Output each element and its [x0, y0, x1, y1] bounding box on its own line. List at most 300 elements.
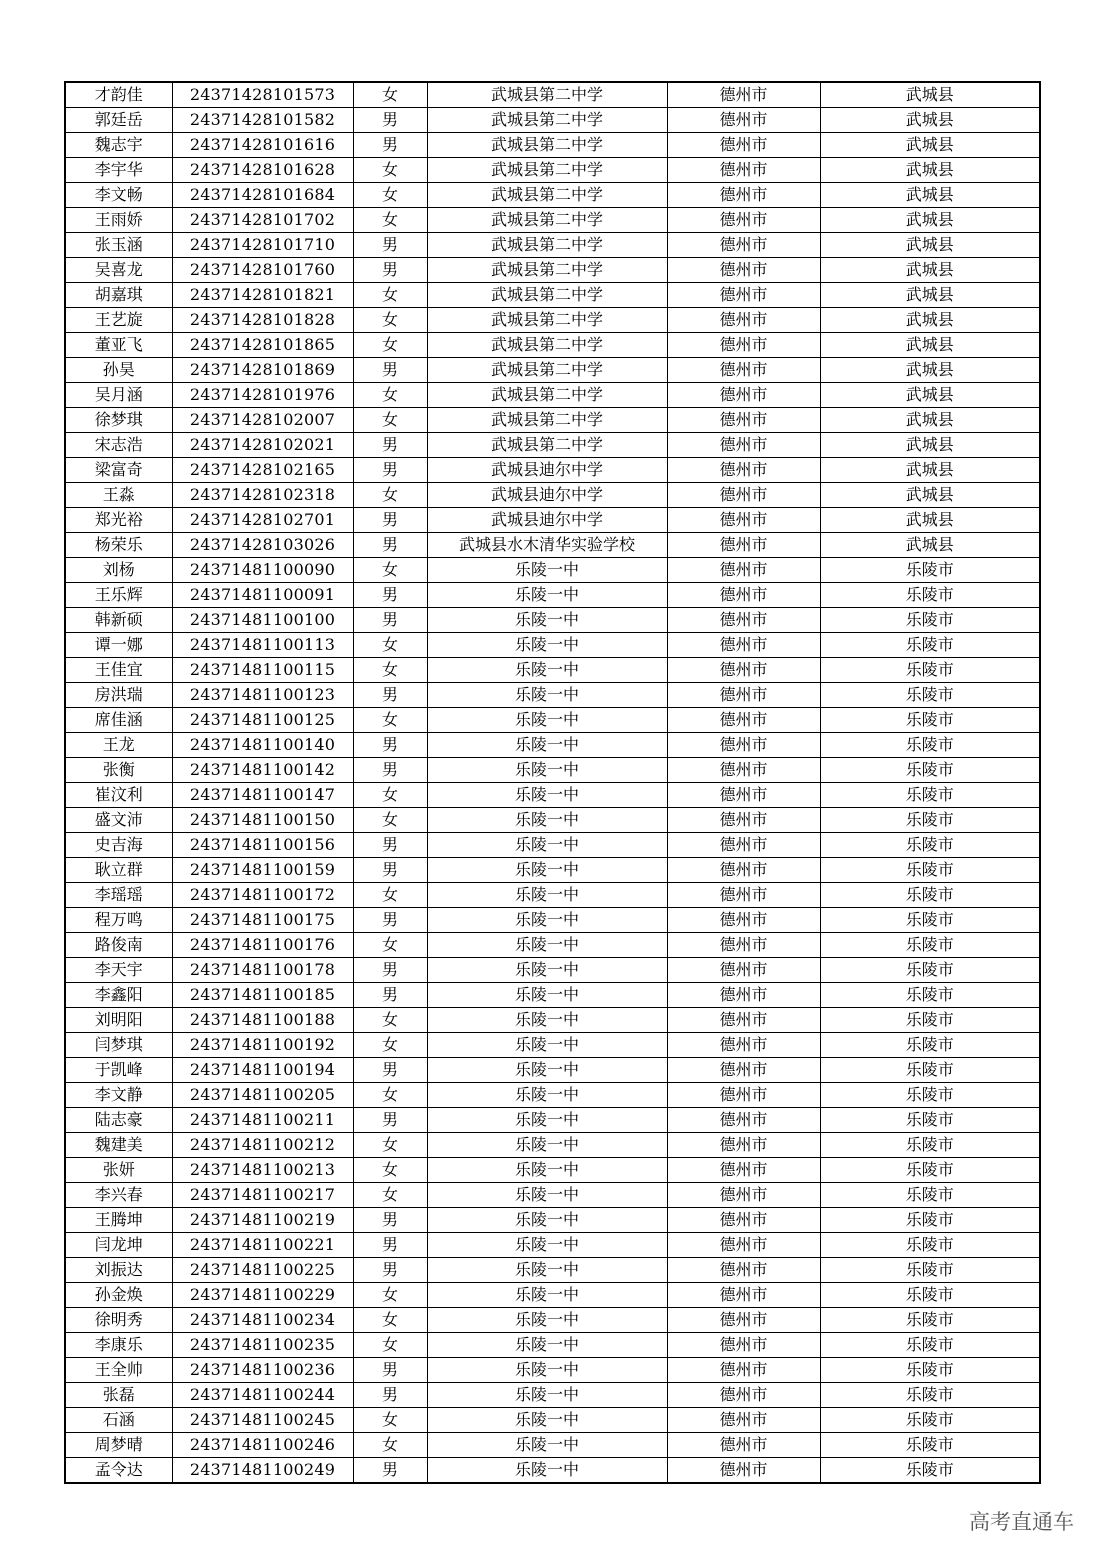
cell-school: 乐陵一中	[427, 1183, 667, 1208]
cell-school: 乐陵一中	[427, 808, 667, 833]
cell-exam-id: 24371481100217	[172, 1183, 353, 1208]
cell-name: 李天宇	[65, 958, 172, 983]
cell-exam-id: 24371428101710	[172, 233, 353, 258]
cell-gender: 女	[353, 408, 427, 433]
cell-city: 德州市	[667, 1333, 820, 1358]
table-row	[65, 508, 1040, 533]
cell-name: 孟令达	[65, 1458, 172, 1484]
cell-exam-id: 24371481100140	[172, 733, 353, 758]
cell-county: 乐陵市	[820, 958, 1040, 983]
cell-exam-id: 24371481100225	[172, 1258, 353, 1283]
cell-gender: 男	[353, 683, 427, 708]
cell-city: 德州市	[667, 983, 820, 1008]
cell-gender: 男	[353, 508, 427, 533]
cell-name: 石涵	[65, 1408, 172, 1433]
cell-school: 武城县第二中学	[427, 82, 667, 108]
cell-exam-id: 24371481100192	[172, 1033, 353, 1058]
table-row	[65, 208, 1040, 233]
roster-body	[65, 82, 1040, 1483]
cell-gender: 女	[353, 283, 427, 308]
cell-name: 耿立群	[65, 858, 172, 883]
cell-county: 武城县	[820, 533, 1040, 558]
cell-county: 武城县	[820, 308, 1040, 333]
cell-city: 德州市	[667, 258, 820, 283]
cell-exam-id: 24371428102701	[172, 508, 353, 533]
cell-gender: 女	[353, 558, 427, 583]
cell-name: 李康乐	[65, 1333, 172, 1358]
cell-city: 德州市	[667, 1383, 820, 1408]
cell-school: 武城县第二中学	[427, 433, 667, 458]
cell-county: 乐陵市	[820, 558, 1040, 583]
table-row	[65, 658, 1040, 683]
cell-school: 乐陵一中	[427, 583, 667, 608]
cell-city: 德州市	[667, 333, 820, 358]
cell-name: 郑光裕	[65, 508, 172, 533]
cell-name: 李文静	[65, 1083, 172, 1108]
cell-exam-id: 24371481100219	[172, 1208, 353, 1233]
cell-name: 张衡	[65, 758, 172, 783]
cell-county: 乐陵市	[820, 1308, 1040, 1333]
cell-gender: 男	[353, 358, 427, 383]
cell-city: 德州市	[667, 108, 820, 133]
cell-exam-id: 24371481100205	[172, 1083, 353, 1108]
table-row	[65, 783, 1040, 808]
cell-exam-id: 24371428101821	[172, 283, 353, 308]
table-row	[65, 908, 1040, 933]
cell-county: 乐陵市	[820, 858, 1040, 883]
table-row	[65, 933, 1040, 958]
cell-county: 乐陵市	[820, 783, 1040, 808]
cell-exam-id: 24371481100125	[172, 708, 353, 733]
cell-school: 乐陵一中	[427, 1058, 667, 1083]
cell-county: 乐陵市	[820, 658, 1040, 683]
table-row	[65, 1008, 1040, 1033]
table-row	[65, 158, 1040, 183]
table-row	[65, 1458, 1040, 1484]
table-row	[65, 308, 1040, 333]
cell-exam-id: 24371481100115	[172, 658, 353, 683]
cell-name: 王雨娇	[65, 208, 172, 233]
cell-city: 德州市	[667, 1208, 820, 1233]
cell-gender: 男	[353, 1358, 427, 1383]
cell-county: 乐陵市	[820, 1433, 1040, 1458]
student-roster-table	[64, 81, 1041, 1484]
table-row	[65, 108, 1040, 133]
cell-exam-id: 24371481100113	[172, 633, 353, 658]
cell-exam-id: 24371481100212	[172, 1133, 353, 1158]
table-row	[65, 608, 1040, 633]
cell-exam-id: 24371481100176	[172, 933, 353, 958]
table-row	[65, 82, 1040, 108]
cell-county: 乐陵市	[820, 583, 1040, 608]
cell-school: 乐陵一中	[427, 1333, 667, 1358]
cell-city: 德州市	[667, 1108, 820, 1133]
cell-name: 张玉涵	[65, 233, 172, 258]
table-row	[65, 133, 1040, 158]
cell-gender: 男	[353, 133, 427, 158]
cell-city: 德州市	[667, 308, 820, 333]
cell-city: 德州市	[667, 158, 820, 183]
cell-exam-id: 24371481100172	[172, 883, 353, 908]
cell-school: 乐陵一中	[427, 1233, 667, 1258]
cell-county: 乐陵市	[820, 1183, 1040, 1208]
cell-school: 武城县第二中学	[427, 183, 667, 208]
cell-name: 宋志浩	[65, 433, 172, 458]
cell-school: 乐陵一中	[427, 1208, 667, 1233]
cell-county: 武城县	[820, 108, 1040, 133]
cell-exam-id: 24371481100236	[172, 1358, 353, 1383]
cell-name: 胡嘉琪	[65, 283, 172, 308]
cell-city: 德州市	[667, 958, 820, 983]
cell-name: 王乐辉	[65, 583, 172, 608]
cell-school: 乐陵一中	[427, 658, 667, 683]
cell-exam-id: 24371481100249	[172, 1458, 353, 1484]
cell-name: 魏建美	[65, 1133, 172, 1158]
cell-name: 闫梦琪	[65, 1033, 172, 1058]
cell-name: 梁富奇	[65, 458, 172, 483]
cell-city: 德州市	[667, 383, 820, 408]
cell-city: 德州市	[667, 1058, 820, 1083]
table-row	[65, 1033, 1040, 1058]
cell-gender: 男	[353, 583, 427, 608]
cell-county: 乐陵市	[820, 1058, 1040, 1083]
cell-city: 德州市	[667, 1408, 820, 1433]
table-row	[65, 1133, 1040, 1158]
cell-name: 孙昊	[65, 358, 172, 383]
cell-county: 乐陵市	[820, 1233, 1040, 1258]
cell-county: 乐陵市	[820, 883, 1040, 908]
cell-city: 德州市	[667, 658, 820, 683]
cell-name: 周梦晴	[65, 1433, 172, 1458]
cell-county: 乐陵市	[820, 758, 1040, 783]
cell-exam-id: 24371481100235	[172, 1333, 353, 1358]
table-row	[65, 283, 1040, 308]
cell-gender: 女	[353, 208, 427, 233]
cell-city: 德州市	[667, 708, 820, 733]
cell-city: 德州市	[667, 1233, 820, 1258]
cell-city: 德州市	[667, 233, 820, 258]
table-row	[65, 833, 1040, 858]
cell-name: 刘明阳	[65, 1008, 172, 1033]
cell-school: 武城县第二中学	[427, 108, 667, 133]
cell-school: 乐陵一中	[427, 758, 667, 783]
cell-city: 德州市	[667, 908, 820, 933]
cell-county: 武城县	[820, 208, 1040, 233]
cell-county: 乐陵市	[820, 1383, 1040, 1408]
cell-name: 李瑶瑶	[65, 883, 172, 908]
cell-county: 乐陵市	[820, 1083, 1040, 1108]
cell-school: 武城县第二中学	[427, 333, 667, 358]
cell-gender: 男	[353, 958, 427, 983]
cell-exam-id: 24371428102021	[172, 433, 353, 458]
cell-city: 德州市	[667, 1308, 820, 1333]
table-row	[65, 1258, 1040, 1283]
cell-city: 德州市	[667, 508, 820, 533]
cell-gender: 女	[353, 383, 427, 408]
cell-school: 乐陵一中	[427, 558, 667, 583]
table-row	[65, 1283, 1040, 1308]
cell-city: 德州市	[667, 1033, 820, 1058]
cell-name: 王龙	[65, 733, 172, 758]
table-row	[65, 708, 1040, 733]
cell-exam-id: 24371428103026	[172, 533, 353, 558]
table-row	[65, 983, 1040, 1008]
cell-exam-id: 24371481100175	[172, 908, 353, 933]
cell-county: 乐陵市	[820, 608, 1040, 633]
cell-gender: 男	[353, 833, 427, 858]
cell-exam-id: 24371481100178	[172, 958, 353, 983]
cell-school: 武城县第二中学	[427, 233, 667, 258]
cell-city: 德州市	[667, 283, 820, 308]
cell-exam-id: 24371481100185	[172, 983, 353, 1008]
cell-exam-id: 24371481100150	[172, 808, 353, 833]
table-row	[65, 1108, 1040, 1133]
cell-exam-id: 24371481100213	[172, 1158, 353, 1183]
table-row	[65, 758, 1040, 783]
cell-city: 德州市	[667, 1158, 820, 1183]
cell-name: 房洪瑞	[65, 683, 172, 708]
cell-exam-id: 24371481100246	[172, 1433, 353, 1458]
cell-city: 德州市	[667, 1458, 820, 1484]
cell-school: 武城县第二中学	[427, 283, 667, 308]
cell-exam-id: 24371428101976	[172, 383, 353, 408]
cell-gender: 女	[353, 183, 427, 208]
cell-school: 乐陵一中	[427, 933, 667, 958]
cell-name: 张磊	[65, 1383, 172, 1408]
table-row	[65, 633, 1040, 658]
cell-school: 乐陵一中	[427, 608, 667, 633]
cell-county: 乐陵市	[820, 1158, 1040, 1183]
cell-county: 乐陵市	[820, 633, 1040, 658]
cell-school: 乐陵一中	[427, 1108, 667, 1133]
cell-name: 程万鸣	[65, 908, 172, 933]
cell-city: 德州市	[667, 1083, 820, 1108]
cell-exam-id: 24371481100229	[172, 1283, 353, 1308]
cell-name: 郭廷岳	[65, 108, 172, 133]
cell-exam-id: 24371481100234	[172, 1308, 353, 1333]
cell-city: 德州市	[667, 1283, 820, 1308]
cell-city: 德州市	[667, 483, 820, 508]
cell-county: 乐陵市	[820, 683, 1040, 708]
cell-exam-id: 24371428101865	[172, 333, 353, 358]
cell-gender: 女	[353, 1158, 427, 1183]
cell-county: 乐陵市	[820, 1358, 1040, 1383]
cell-city: 德州市	[667, 683, 820, 708]
cell-gender: 女	[353, 1283, 427, 1308]
cell-city: 德州市	[667, 408, 820, 433]
table-row	[65, 1433, 1040, 1458]
cell-gender: 男	[353, 1383, 427, 1408]
cell-city: 德州市	[667, 633, 820, 658]
cell-exam-id: 24371428101684	[172, 183, 353, 208]
cell-county: 乐陵市	[820, 1208, 1040, 1233]
cell-gender: 男	[353, 1058, 427, 1083]
cell-gender: 女	[353, 483, 427, 508]
cell-county: 乐陵市	[820, 1333, 1040, 1358]
cell-gender: 女	[353, 158, 427, 183]
cell-school: 乐陵一中	[427, 958, 667, 983]
table-row	[65, 683, 1040, 708]
cell-school: 武城县迪尔中学	[427, 508, 667, 533]
cell-school: 乐陵一中	[427, 708, 667, 733]
cell-name: 王全帅	[65, 1358, 172, 1383]
table-row	[65, 558, 1040, 583]
cell-county: 武城县	[820, 183, 1040, 208]
cell-gender: 女	[353, 333, 427, 358]
cell-gender: 男	[353, 258, 427, 283]
cell-school: 乐陵一中	[427, 1283, 667, 1308]
cell-school: 乐陵一中	[427, 1158, 667, 1183]
cell-school: 武城县第二中学	[427, 358, 667, 383]
cell-exam-id: 24371428102007	[172, 408, 353, 433]
cell-gender: 男	[353, 858, 427, 883]
cell-school: 武城县迪尔中学	[427, 458, 667, 483]
cell-city: 德州市	[667, 82, 820, 108]
cell-exam-id: 24371481100159	[172, 858, 353, 883]
cell-name: 王腾坤	[65, 1208, 172, 1233]
table-row	[65, 858, 1040, 883]
watermark-text: 高考直通车	[969, 1510, 1074, 1534]
cell-school: 乐陵一中	[427, 733, 667, 758]
cell-name: 王佳宜	[65, 658, 172, 683]
cell-gender: 男	[353, 458, 427, 483]
cell-gender: 女	[353, 1433, 427, 1458]
cell-county: 乐陵市	[820, 1283, 1040, 1308]
cell-county: 武城县	[820, 408, 1040, 433]
cell-gender: 女	[353, 633, 427, 658]
cell-county: 武城县	[820, 233, 1040, 258]
table-row	[65, 808, 1040, 833]
cell-gender: 男	[353, 1258, 427, 1283]
cell-school: 乐陵一中	[427, 1383, 667, 1408]
cell-school: 乐陵一中	[427, 983, 667, 1008]
cell-exam-id: 24371428102318	[172, 483, 353, 508]
cell-exam-id: 24371428101573	[172, 82, 353, 108]
cell-exam-id: 24371481100194	[172, 1058, 353, 1083]
cell-exam-id: 24371481100142	[172, 758, 353, 783]
cell-name: 张妍	[65, 1158, 172, 1183]
table-row	[65, 883, 1040, 908]
cell-city: 德州市	[667, 758, 820, 783]
cell-name: 魏志宇	[65, 133, 172, 158]
cell-city: 德州市	[667, 783, 820, 808]
cell-school: 乐陵一中	[427, 1133, 667, 1158]
cell-county: 乐陵市	[820, 1008, 1040, 1033]
cell-city: 德州市	[667, 183, 820, 208]
cell-gender: 女	[353, 1033, 427, 1058]
cell-name: 于凯峰	[65, 1058, 172, 1083]
cell-school: 武城县第二中学	[427, 208, 667, 233]
cell-exam-id: 24371428102165	[172, 458, 353, 483]
cell-name: 徐梦琪	[65, 408, 172, 433]
cell-school: 乐陵一中	[427, 783, 667, 808]
cell-gender: 女	[353, 658, 427, 683]
table-row	[65, 383, 1040, 408]
cell-name: 孙金焕	[65, 1283, 172, 1308]
cell-name: 席佳涵	[65, 708, 172, 733]
cell-county: 武城县	[820, 433, 1040, 458]
cell-school: 乐陵一中	[427, 1408, 667, 1433]
cell-gender: 女	[353, 82, 427, 108]
cell-city: 德州市	[667, 833, 820, 858]
table-row	[65, 1233, 1040, 1258]
table-row	[65, 333, 1040, 358]
cell-school: 武城县第二中学	[427, 158, 667, 183]
cell-gender: 男	[353, 1108, 427, 1133]
cell-county: 乐陵市	[820, 733, 1040, 758]
table-row	[65, 1358, 1040, 1383]
cell-city: 德州市	[667, 133, 820, 158]
cell-school: 乐陵一中	[427, 1358, 667, 1383]
cell-school: 乐陵一中	[427, 1458, 667, 1484]
cell-county: 武城县	[820, 333, 1040, 358]
cell-county: 武城县	[820, 508, 1040, 533]
cell-school: 乐陵一中	[427, 1033, 667, 1058]
cell-exam-id: 24371428101702	[172, 208, 353, 233]
table-row	[65, 1208, 1040, 1233]
cell-city: 德州市	[667, 883, 820, 908]
cell-city: 德州市	[667, 858, 820, 883]
cell-name: 韩新硕	[65, 608, 172, 633]
table-row	[65, 433, 1040, 458]
cell-city: 德州市	[667, 458, 820, 483]
cell-gender: 女	[353, 1183, 427, 1208]
cell-exam-id: 24371481100100	[172, 608, 353, 633]
table-row	[65, 583, 1040, 608]
cell-exam-id: 24371428101869	[172, 358, 353, 383]
cell-school: 乐陵一中	[427, 858, 667, 883]
cell-gender: 女	[353, 308, 427, 333]
cell-city: 德州市	[667, 533, 820, 558]
cell-exam-id: 24371481100221	[172, 1233, 353, 1258]
cell-exam-id: 24371428101582	[172, 108, 353, 133]
cell-exam-id: 24371481100188	[172, 1008, 353, 1033]
table-row	[65, 1183, 1040, 1208]
cell-exam-id: 24371428101628	[172, 158, 353, 183]
cell-gender: 女	[353, 1008, 427, 1033]
cell-exam-id: 24371481100147	[172, 783, 353, 808]
cell-school: 武城县第二中学	[427, 383, 667, 408]
cell-name: 刘振达	[65, 1258, 172, 1283]
cell-school: 乐陵一中	[427, 883, 667, 908]
cell-exam-id: 24371481100091	[172, 583, 353, 608]
cell-gender: 男	[353, 433, 427, 458]
cell-exam-id: 24371481100211	[172, 1108, 353, 1133]
cell-county: 武城县	[820, 483, 1040, 508]
cell-county: 武城县	[820, 358, 1040, 383]
cell-gender: 男	[353, 983, 427, 1008]
cell-gender: 男	[353, 733, 427, 758]
table-row	[65, 733, 1040, 758]
table-row	[65, 533, 1040, 558]
table-row	[65, 233, 1040, 258]
cell-county: 乐陵市	[820, 933, 1040, 958]
cell-city: 德州市	[667, 1433, 820, 1458]
cell-name: 董亚飞	[65, 333, 172, 358]
cell-county: 武城县	[820, 458, 1040, 483]
cell-school: 乐陵一中	[427, 833, 667, 858]
table-row	[65, 458, 1040, 483]
cell-county: 乐陵市	[820, 708, 1040, 733]
cell-county: 乐陵市	[820, 808, 1040, 833]
cell-school: 乐陵一中	[427, 1258, 667, 1283]
cell-gender: 男	[353, 608, 427, 633]
cell-exam-id: 24371481100156	[172, 833, 353, 858]
table-row	[65, 1383, 1040, 1408]
cell-gender: 男	[353, 108, 427, 133]
table-row	[65, 1058, 1040, 1083]
cell-name: 李鑫阳	[65, 983, 172, 1008]
